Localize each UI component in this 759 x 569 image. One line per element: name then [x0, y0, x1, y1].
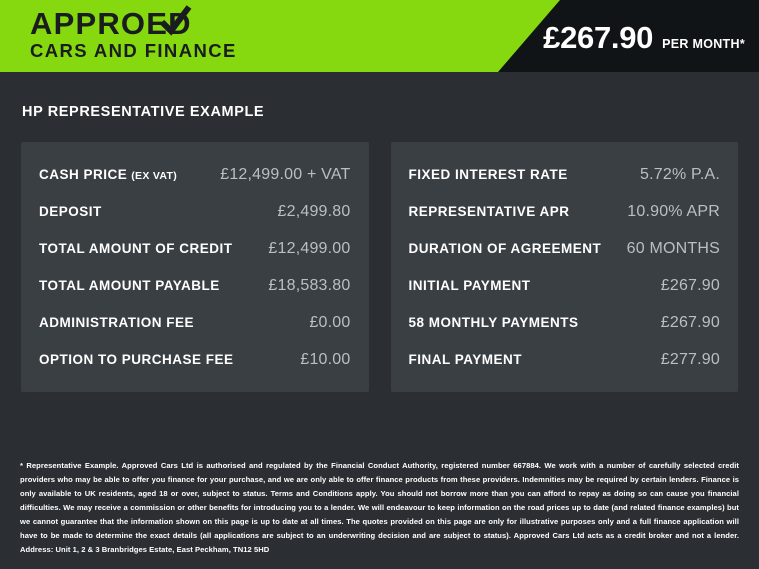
row-label-text: DEPOSIT: [39, 203, 102, 219]
finance-panel-right: [391, 142, 739, 392]
finance-details-panels: [0, 120, 759, 392]
monthly-price-amount: £267.90: [543, 20, 654, 55]
brand-logo-top-line: [30, 8, 237, 39]
row-label: [409, 278, 531, 293]
row-label: [39, 204, 102, 219]
table-row: [391, 156, 739, 193]
table-row: [391, 341, 739, 378]
monthly-price-block: [543, 20, 745, 56]
brand-logo-top-text: APPRO: [30, 6, 147, 41]
row-value: £277.90: [660, 350, 720, 368]
row-value: £267.90: [660, 276, 720, 294]
page-title: HP REPRESENTATIVE EXAMPLE: [22, 104, 265, 120]
check-mark-icon: [158, 4, 192, 38]
row-value: 5.72% P.A.: [640, 165, 720, 183]
row-label: [39, 315, 194, 330]
finance-panel-left: [21, 142, 369, 392]
table-row: [21, 156, 369, 193]
row-label: [39, 352, 234, 367]
table-row: [21, 193, 369, 230]
row-label-text: OPTION TO PURCHASE FEE: [39, 351, 234, 367]
row-label-text: TOTAL AMOUNT OF CREDIT: [39, 240, 233, 256]
row-label-text: DURATION OF AGREEMENT: [408, 240, 602, 256]
row-label-sub: (EX VAT): [131, 169, 178, 182]
page-header: [0, 0, 759, 72]
row-value: 60 MONTHS: [626, 239, 720, 257]
row-value: £2,499.80: [277, 202, 351, 220]
row-value: £12,499.00: [268, 239, 351, 257]
row-label-text: 58 MONTHLY PAYMENTS: [408, 314, 579, 330]
row-value: £0.00: [309, 313, 351, 331]
row-label-text: INITIAL PAYMENT: [408, 277, 531, 293]
row-label: [409, 167, 568, 182]
row-label-text: ADMINISTRATION FEE: [39, 314, 194, 330]
row-label: [409, 352, 523, 367]
row-label-text: CASH PRICE: [39, 166, 128, 182]
monthly-price-period: PER MONTH*: [662, 37, 745, 51]
table-row: [21, 230, 369, 267]
brand-logo-bottom-text: CARS AND FINANCE: [30, 40, 237, 61]
row-value: £267.90: [660, 313, 720, 331]
brand-logo: [30, 8, 237, 61]
row-value: £18,583.80: [268, 276, 351, 294]
table-row: [21, 341, 369, 378]
row-label-text: FIXED INTEREST RATE: [408, 166, 568, 182]
row-value: 10.90% APR: [627, 202, 720, 220]
table-row: [21, 304, 369, 341]
brand-logo-top-text-rest: ED: [146, 6, 192, 41]
disclaimer-text: * Representative Example. Approved Cars Ltd is authorised and regulated by the Financial Conduct Authority, registered number 667884. We work with a number of carefully selected credit providers who may be able to offer you finance for your purchase, and we are only able to offer finance products from these providers. Indemnities may be required by certain lenders. Finance is only available to UK residents, aged 18 or over, subject to status. Terms and Conditions apply. You should not borrow more than you can afford to repay as doing so can cause you financial difficulties. We may receive a commission or other benefits for introducing you to a lender. We will endeavour to keep information on the road prices up to date (and related finance examples) but we cannot guarantee that the information shown on this page is up to date at all times. The quotes provided on this page are only for illustrative purposes only and a full finance application will have to be made to determine the exact details (all applications are subject to an underwriting decision and are subject to status). Approved Cars Ltd acts as a credit broker and not a lender. Address: Unit 1, 2 & 3 Branbridges Estate, East Peckham, TN12 5HD: [20, 460, 739, 554]
row-label: [39, 278, 220, 293]
row-value: £12,499.00 + VAT: [220, 165, 351, 183]
row-label: [409, 241, 602, 256]
row-label-text: FINAL PAYMENT: [408, 351, 523, 367]
table-row: [21, 267, 369, 304]
row-label: [39, 241, 233, 256]
row-label: [409, 315, 579, 330]
row-label-text: TOTAL AMOUNT PAYABLE: [39, 277, 220, 293]
row-label: [39, 167, 177, 182]
table-row: [391, 230, 739, 267]
table-row: [391, 267, 739, 304]
row-label-text: REPRESENTATIVE APR: [408, 203, 570, 219]
table-row: [391, 304, 739, 341]
row-label: [409, 204, 570, 219]
row-value: £10.00: [300, 350, 351, 368]
table-row: [391, 193, 739, 230]
